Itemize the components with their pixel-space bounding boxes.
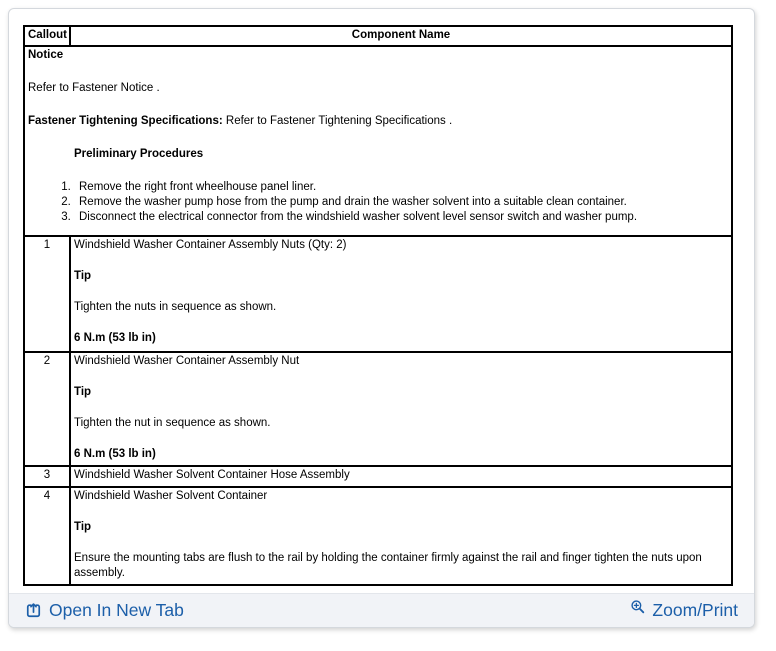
notice-refer-line: Refer to Fastener Notice . xyxy=(28,82,160,94)
callout-header: Callout xyxy=(24,26,70,46)
document-area xyxy=(9,9,754,593)
box-arrow-up-icon xyxy=(25,602,42,619)
fastener-spec-line xyxy=(28,114,728,129)
preliminary-step: 2. Remove the washer pump hose from the pump and drain the washer solvent into a suitable clean container. xyxy=(74,195,728,210)
callout-cell: 3 xyxy=(24,466,70,487)
callout-cell: 2 xyxy=(24,352,70,466)
table-header-row xyxy=(24,26,732,46)
notice-cell xyxy=(24,46,732,236)
torque-spec: 6 N.m (53 lb in) xyxy=(74,448,156,460)
component-name: Windshield Washer Container Assembly Nuts (Qty: 2) xyxy=(74,239,347,251)
viewer-action-bar xyxy=(9,593,754,627)
callout-cell: 4 xyxy=(24,487,70,585)
component-name: Windshield Washer Solvent Container xyxy=(74,490,268,502)
preliminary-steps-list xyxy=(28,180,728,225)
fastener-spec-label: Fastener Tightening Specifications: xyxy=(28,115,223,127)
component-name: Windshield Washer Container Assembly Nut xyxy=(74,355,300,367)
preliminary-procedures-title: Preliminary Procedures xyxy=(74,148,204,160)
tip-label: Tip xyxy=(74,521,92,533)
magnifier-plus-icon xyxy=(630,599,645,614)
table-row xyxy=(24,487,732,585)
tip-text: Tighten the nut in sequence as shown. xyxy=(74,417,271,429)
tip-text: Ensure the mounting tabs are flush to the rail by holding the container firmly against the rail and finger tighten the nuts upon assembly. xyxy=(74,552,702,579)
component-name-header: Component Name xyxy=(70,26,732,46)
component-table xyxy=(23,25,733,586)
table-row xyxy=(24,352,732,466)
callout-cell: 1 xyxy=(24,236,70,352)
fastener-spec-text: Refer to Fastener Tightening Specifications . xyxy=(222,115,453,127)
component-name: Windshield Washer Solvent Container Hose Assembly xyxy=(74,469,350,481)
component-cell xyxy=(70,487,732,585)
table-row xyxy=(24,466,732,487)
notice-row xyxy=(24,46,732,236)
document-viewer-card xyxy=(8,8,755,628)
open-in-new-tab-link[interactable] xyxy=(25,600,184,621)
table-row xyxy=(24,236,732,352)
notice-title: Notice xyxy=(28,49,64,61)
tip-text: Tighten the nuts in sequence as shown. xyxy=(74,301,277,313)
zoom-print-link[interactable] xyxy=(630,600,738,621)
preliminary-step: 3. Disconnect the electrical connector from the windshield washer solvent level sensor switch and washer pump. xyxy=(74,210,728,225)
tip-label: Tip xyxy=(74,386,92,398)
component-cell xyxy=(70,236,732,352)
component-cell xyxy=(70,352,732,466)
open-in-new-tab-label: Open In New Tab xyxy=(49,600,184,620)
component-cell xyxy=(70,466,732,487)
tip-label: Tip xyxy=(74,270,92,282)
preliminary-step: 1. Remove the right front wheelhouse panel liner. xyxy=(74,180,728,195)
torque-spec: 6 N.m (53 lb in) xyxy=(74,332,156,344)
zoom-print-label: Zoom/Print xyxy=(652,600,738,620)
